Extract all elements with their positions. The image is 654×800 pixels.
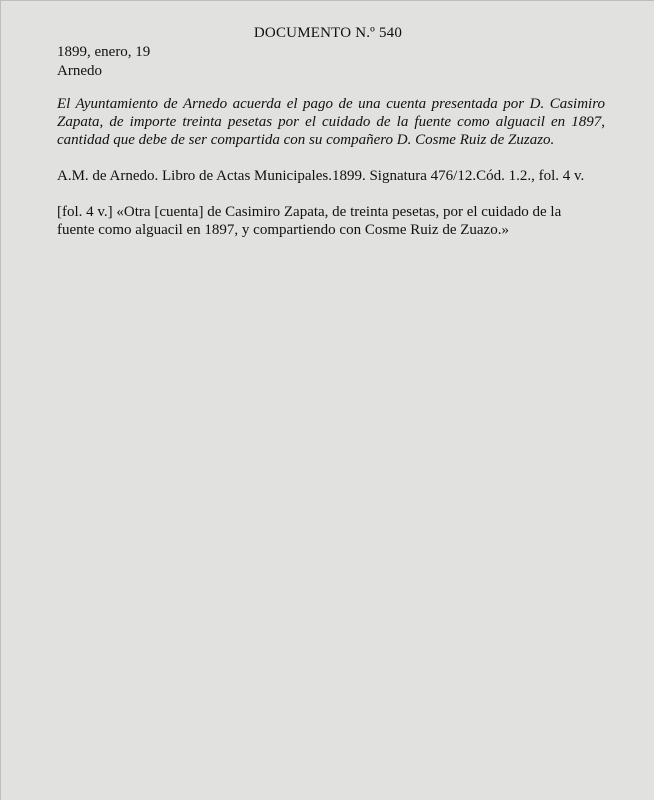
summary-line: cantidad que debe de ser compartida con su compañero D. Cosme Ruiz de Zuzazo.: [57, 132, 555, 148]
transcription-line: fuente como alguacil en 1897, y compartiendo con Cosme Ruiz de Zuazo.»: [57, 222, 509, 238]
summary-line: Zapata, de importe treinta pesetas por el cuidado de la fuente como alguacil en 1897,: [57, 114, 605, 130]
document-summary: [57, 95, 605, 149]
document-place: Arnedo: [57, 63, 102, 79]
summary-line: El Ayuntamiento de Arnedo acuerda el pago de una cuenta presentada por D. Casimiro: [57, 96, 605, 112]
document-date: 1899, enero, 19: [57, 44, 151, 60]
document-title: DOCUMENTO N.º 540: [253, 25, 403, 41]
document-meta: [57, 43, 150, 81]
archival-source: A.M. de Arnedo. Libro de Actas Municipales.1899. Signatura 476/12.Cód. 1.2., fol. 4 v.: [57, 168, 585, 184]
transcription-line: [fol. 4 v.] «Otra [cuenta] de Casimiro Zapata, de treinta pesetas, por el cuidado de la: [57, 204, 562, 220]
document-transcription: [57, 203, 577, 239]
